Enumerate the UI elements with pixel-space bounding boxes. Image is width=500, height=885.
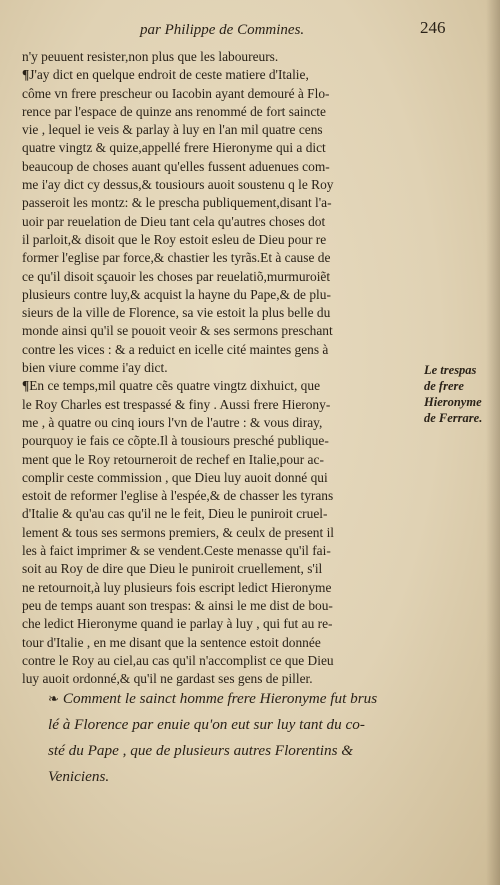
- chapter-heading-line: lé à Florence par enuie qu'on eut sur luy tant du co-: [48, 716, 365, 733]
- text-line: sieurs de la ville de Florence, sa vie estoit la plus belle du: [22, 305, 331, 321]
- text-line: monde ainsi qu'il se pouoit veoir & ses sermons preschant: [22, 323, 333, 339]
- text-line: che ledict Hieronyme quand ie parlay à luy , qui fut au re-: [22, 616, 333, 632]
- text-line: ce qu'il disoit sçauoir les choses par reuelatiõ,murmuroiẽt: [22, 268, 331, 284]
- margin-note-line: de frere: [424, 379, 464, 393]
- text-line: plusieurs contre luy,& acquist la hayne du Pape,& de plu-: [22, 286, 331, 302]
- text-line: ¶J'ay dict en quelque endroit de ceste matiere d'Italie,: [22, 67, 309, 83]
- text-line: bien viure comme i'ay dict.: [22, 360, 168, 376]
- text-line: contre les vices : & a reduict en icelle cité maintes gens à: [22, 341, 329, 357]
- margin-note-line: de Ferrare.: [424, 411, 483, 425]
- text-line: estoit de reformer l'eglise à l'espée,& de chasser les tyrans: [22, 488, 334, 504]
- text-line: n'y peuuent resister,non plus que les laboureurs.: [22, 49, 279, 64]
- paragraph-mark: ¶: [22, 67, 30, 83]
- text-line: ¶En ce temps,mil quatre cẽs quatre vingtz dixhuict, que: [22, 378, 321, 394]
- text-line: uoir par reuelation de Dieu tant cela qu'autres choses dot: [22, 213, 326, 229]
- text-line: côme vn frere prescheur ou Iacobin ayant demouré à Flo-: [22, 85, 330, 101]
- text-line: les à faict imprimer & se vendent.Ceste menasse qu'il fai-: [22, 543, 331, 559]
- text-line: le Roy Charles est trespassé & finy . Aussi frere Hierony-: [22, 396, 331, 412]
- text-line: passeroit les montz: & le prescha publiquement,disant l'a-: [22, 195, 332, 211]
- chapter-heading: [48, 686, 448, 790]
- chapter-heading-line: sté du Pape , que de plusieurs autres Florentins &: [48, 742, 354, 759]
- page-number: 246: [420, 18, 446, 37]
- text-line: complir ceste commission , que Dieu luy auoit donné qui: [22, 469, 328, 485]
- text-line: peu de temps auant son trespas: & ainsi le me dist de bou-: [22, 597, 333, 613]
- text-line: rence par l'espace de quinze ans renommé de fort saincte: [22, 103, 326, 119]
- paragraph-mark: ¶: [22, 378, 30, 394]
- text-line: me i'ay dict cy dessus,& tousiours auoit soustenu q le Roy: [22, 177, 334, 193]
- page-header: [140, 18, 470, 44]
- running-title: par Philippe de Commines.: [140, 22, 305, 38]
- chapter-heading-line: Veniciens.: [48, 768, 110, 785]
- text-line: soit au Roy de dire que Dieu le puniroit cruellement, s'il: [22, 561, 323, 577]
- text-line: quatre vingtz & quize,appellé frere Hieronyme qui a dict: [22, 140, 326, 156]
- margin-note: [424, 362, 498, 426]
- text-line: pourquoy ie fais ce cõpte.Il à tousiours presché publique-: [22, 433, 329, 449]
- text-line: d'Italie & qu'au cas qu'il ne le feit, Dieu le puniroit cruel-: [22, 506, 328, 522]
- chapter-heading-line: ❧ Comment le sainct homme frere Hieronyme fut brus: [48, 690, 378, 707]
- text-line: lement & tous ses sermons premiers, & ceulx de present il: [22, 524, 335, 540]
- text-line: ment que le Roy retourneroit de rechef en Italie,pour ac-: [22, 451, 324, 467]
- page-edge-shadow: [486, 0, 500, 885]
- text-line: ne retournoit,à luy plusieurs fois escript ledict Hieronyme: [22, 579, 332, 595]
- margin-note-line: Hieronyme: [424, 395, 482, 409]
- text-line: vie , lequel ie veis & parlay à luy en l'an mil quatre cens: [22, 122, 323, 138]
- margin-note-line: Le trespas: [424, 363, 477, 377]
- body-text: [22, 48, 414, 688]
- text-line: former l'eglise par force,& chastier les tyrãs.Et à cause de: [22, 250, 331, 266]
- fleuron-icon: ❧: [48, 691, 57, 706]
- text-line: tour d'Italie , en me disant que la sentence estoit donnée: [22, 634, 321, 650]
- text-line: beaucoup de choses auant qu'elles fussent aduenues com-: [22, 158, 330, 174]
- text-line: me , à quatre ou cinq iours l'vn de l'autre : & vous diray,: [22, 414, 323, 430]
- text-line: luy auoit ordonné,& qu'il ne gardast ses gens de piller.: [22, 671, 313, 687]
- text-line: il parloit,& disoit que le Roy estoit esleu de Dieu pour re: [22, 231, 327, 247]
- text-line: contre le Roy au ciel,au cas qu'il n'accomplist ce que Dieu: [22, 652, 334, 668]
